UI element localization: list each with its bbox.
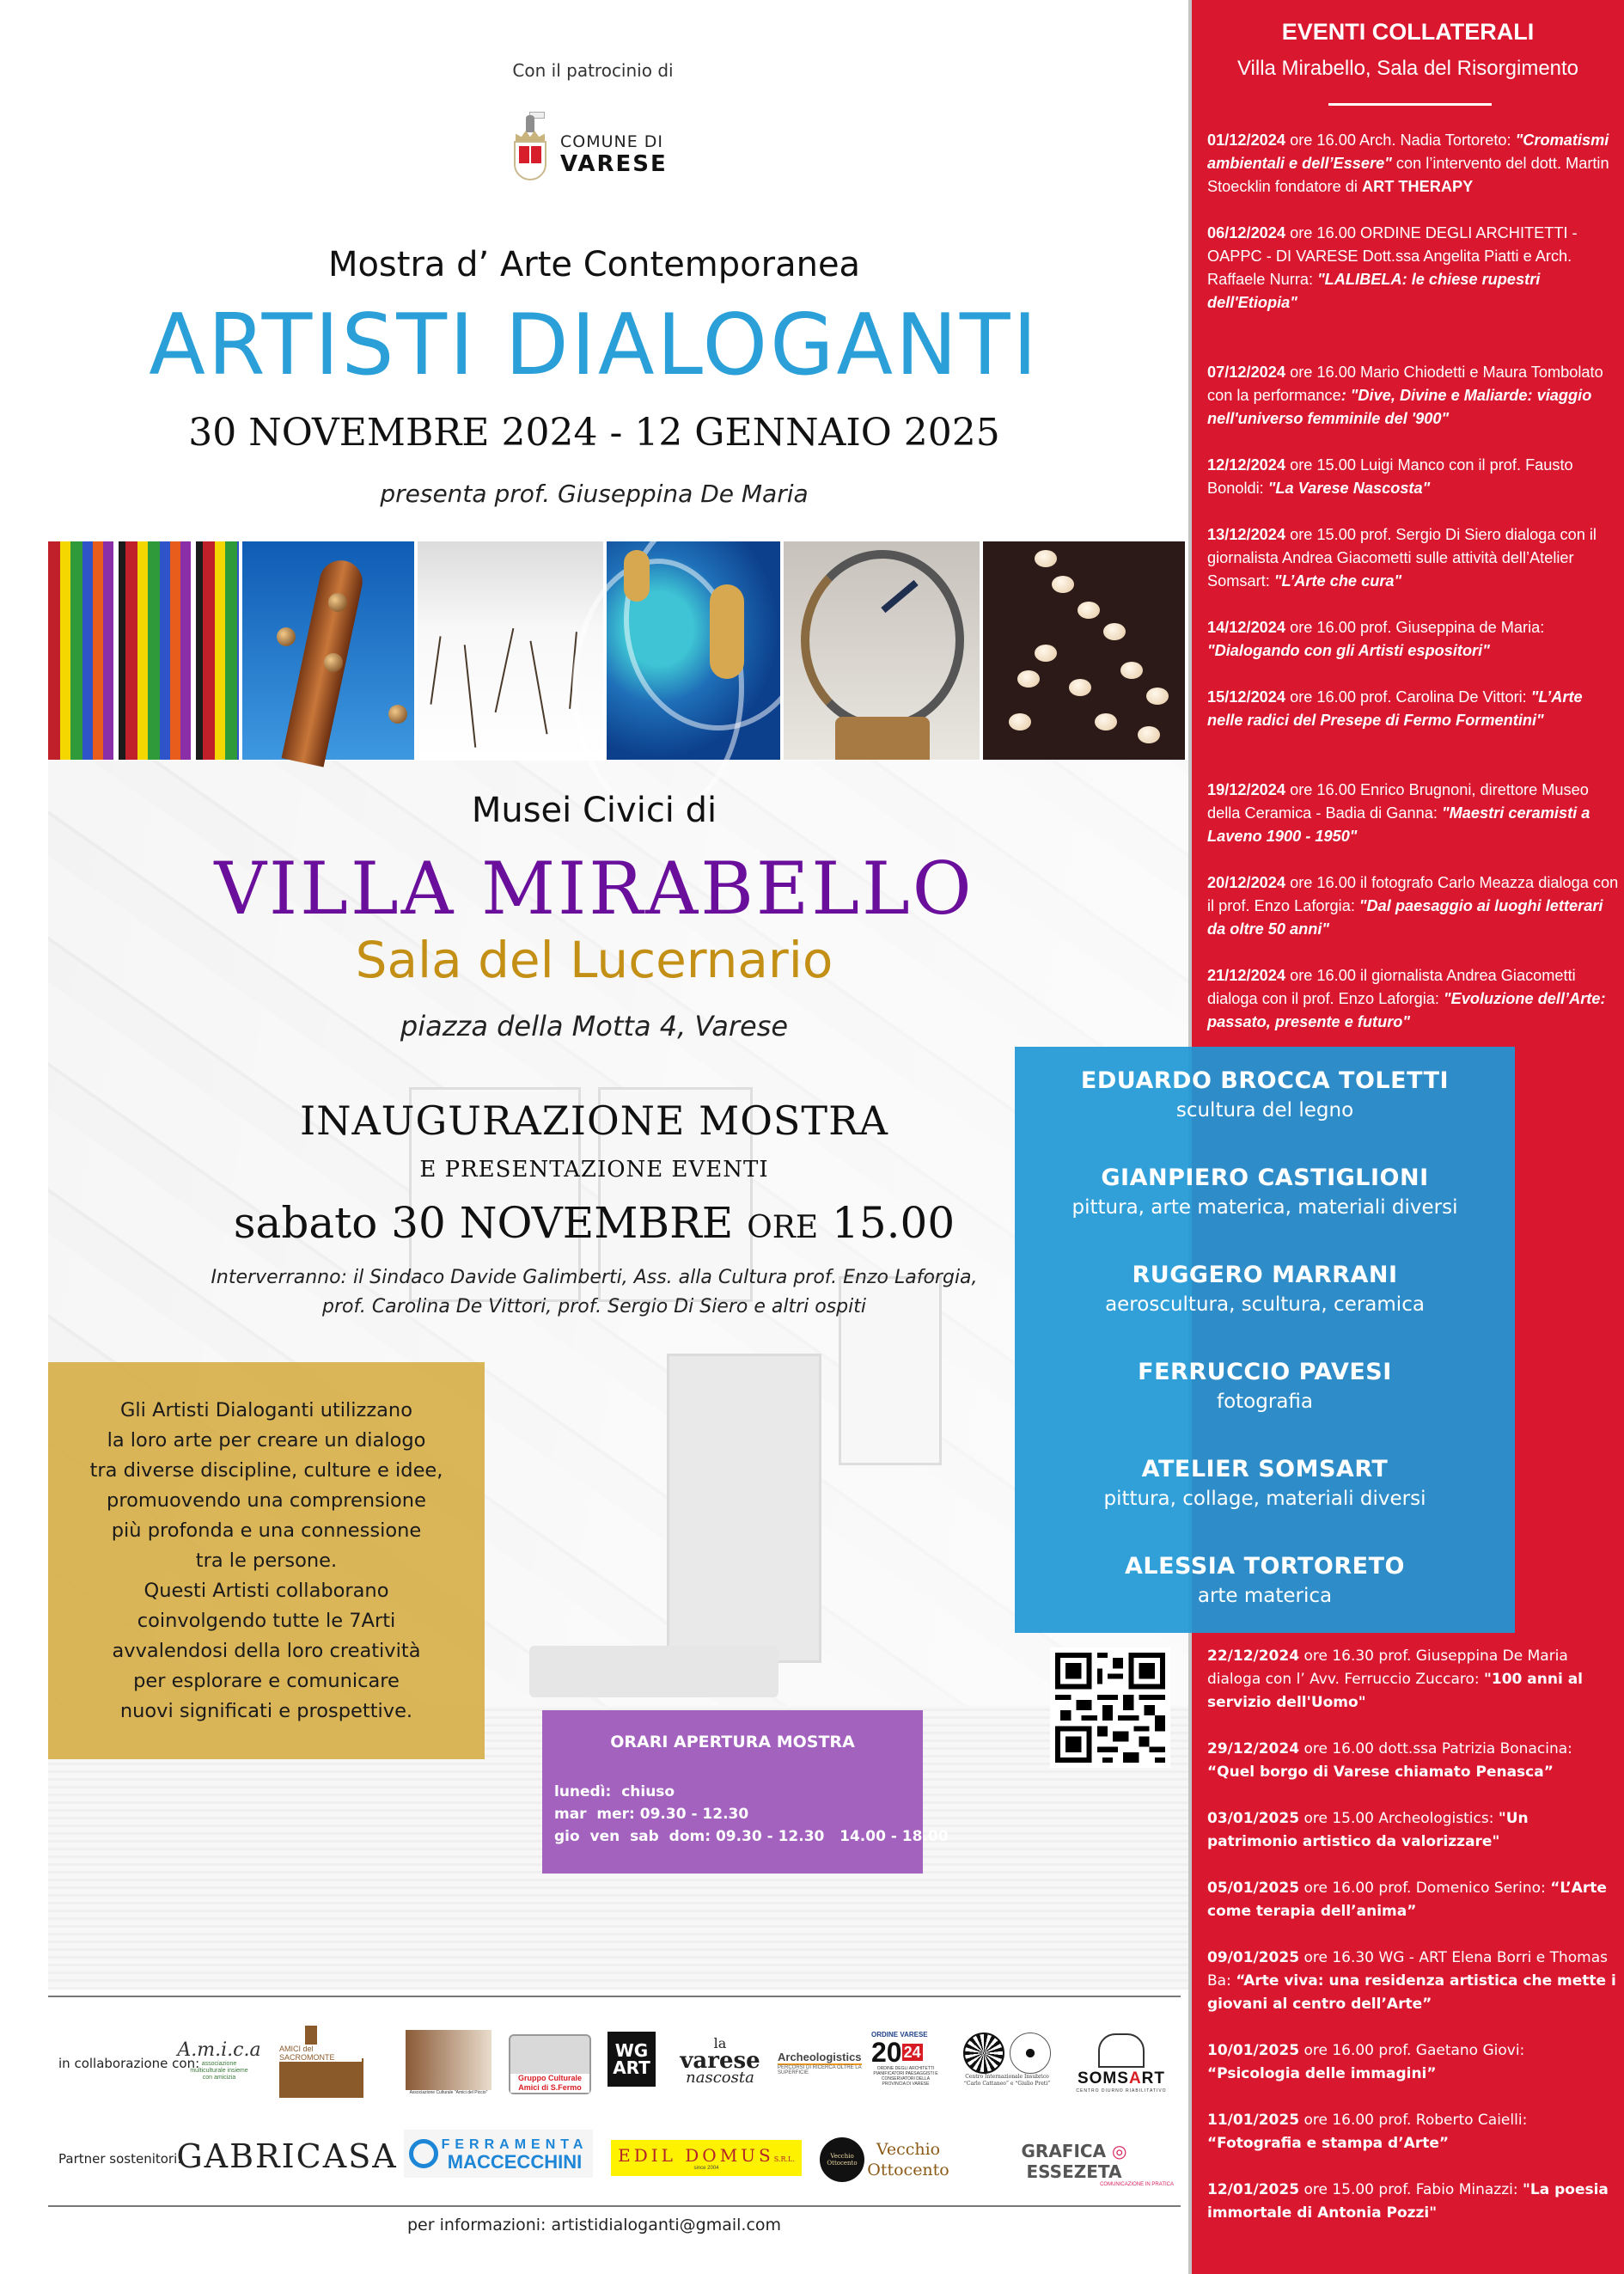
event-date: 19/12/2024 <box>1207 781 1286 798</box>
event-title: “Arte viva: una residenza artistica che mette i giovani al centro dell’Arte” <box>1207 1972 1616 2013</box>
event-date: 14/12/2024 <box>1207 619 1286 636</box>
event-description: ore 16.00 prof. Giuseppina de Maria: <box>1285 619 1545 636</box>
event-description: ore 16.00 prof. Gaetano Giovi: <box>1299 2042 1525 2059</box>
event-item <box>1207 1738 1620 1784</box>
event-date: 29/12/2024 <box>1207 1740 1300 1757</box>
event-date: 03/01/2025 <box>1207 1810 1300 1827</box>
venue-pre: Musei Civici di <box>471 791 717 830</box>
event-item <box>1207 2179 1620 2225</box>
event-title: “Fotografia e stampa d’Arte” <box>1207 2135 1450 2152</box>
event-title: "L’Arte che cura" <box>1273 572 1402 590</box>
event-title: "Maestri ceramisti a Laveno 1900 - 1950" <box>1207 804 1590 845</box>
about-box <box>48 1362 485 1759</box>
amici-di-sfermo-logo: Gruppo Culturale Amici di S.Fermo <box>509 2034 591 2094</box>
inauguration-title: INAUGURAZIONE MOSTRA <box>300 1097 888 1144</box>
event-description: ore 16.00 Enrico Brugnoni, direttore Museo della Ceramica - Badia di Ganna: <box>1207 781 1589 822</box>
ordine-architetti-varese-logo: ORDINE VARESE 20 $^{24}$ ORDINE DEGLI ARCHITETTI PIANIFICATORI PAESAGGISTI E CONSERVATORI DELLA PROVINCIA DI VARESE <box>871 2020 940 2097</box>
comune-logo-line2: VARESE <box>560 151 668 177</box>
artists-box <box>1015 1047 1515 1633</box>
event-date: 11/01/2025 <box>1207 2112 1300 2129</box>
exhibition-subtitle: Mostra d’ Arte Contemporanea <box>327 245 861 284</box>
artwork-gallery <box>48 541 1188 760</box>
artist-discipline: pittura, collage, materiali diversi <box>1103 1488 1426 1510</box>
ordine-sup: 24 <box>903 2043 921 2061</box>
event-date: 20/12/2024 <box>1207 874 1286 891</box>
event-description: ore 16.30 prof. Giuseppina De Maria dialoga con l’ Avv. Ferruccio Zuccaro: <box>1207 1647 1568 1688</box>
event-date: 09/01/2025 <box>1207 1949 1300 1966</box>
vecchio-ottocento-badge: Vecchio Ottocento <box>820 2137 864 2182</box>
la-varese-nascosta-logo: la varese nascosta <box>680 2035 760 2087</box>
artist-item <box>1015 1357 1515 1454</box>
event-title: "Dialogando con gli Artisti espositori" <box>1207 642 1490 659</box>
event-date: 01/12/2024 <box>1207 131 1286 149</box>
event-item <box>1207 616 1620 663</box>
event-item <box>1207 523 1620 593</box>
artist-name: ATELIER SOMSART <box>1141 1456 1389 1482</box>
events-subtitle: Villa Mirabello, Sala del Risorgimento <box>1236 57 1579 80</box>
event-date: 06/12/2024 <box>1207 224 1286 241</box>
artist-item <box>1015 1260 1515 1357</box>
event-description: ore 16.00 prof. Carolina De Vittori: <box>1285 688 1531 706</box>
inauguration-date-main: sabato 30 NOVEMBRE <box>233 1198 734 1248</box>
artist-item <box>1015 1454 1515 1551</box>
inauguration-date-time: 15.00 <box>832 1198 955 1248</box>
opening-hours-line: mar mer: 09.30 - 12.30 <box>554 1806 749 1823</box>
event-title: “Quel borgo di Varese chiamato Penasca” <box>1207 1764 1554 1781</box>
inauguration-speakers <box>0 1263 1188 1322</box>
speakers-line-1: Interverranno: il Sindaco Davide Galimberti, Ass. alla Cultura prof. Enzo Laforgia, <box>211 1267 978 1288</box>
event-description: ore 16.00 Mario Chiodetti e Maura Tombolato con la performance <box>1207 364 1603 404</box>
comune-logo-line1: COMUNE DI <box>560 132 664 151</box>
centro-insubrico-logo: Centro Internazionale Insubrico “Carlo Cattaneo” e “Giulio Preti” <box>955 2024 1059 2096</box>
event-description: ore 16.00 ORDINE DEGLI ARCHITETTI - OAPPC - DI VARESE Dott.ssa Angelita Piatti e Arch. Raffaele Nurra: <box>1207 224 1578 288</box>
event-description: ore 16.00 il giornalista Andrea Giacometti dialoga con il prof. Enzo Laforgia: <box>1207 967 1576 1007</box>
event-item <box>1207 222 1620 315</box>
event-description: ore 15.00 prof. Fabio Minazzi: <box>1299 2181 1523 2198</box>
event-item <box>1207 1947 1620 2016</box>
event-title: "Un patrimonio artistico da valorizzare" <box>1207 1810 1529 1850</box>
event-title: "La poesia immortale di Antonia Pozzi" <box>1207 2181 1609 2222</box>
somsart-logo: SOMSART CENTRO DIURNO RIABILITATIVO <box>1070 2021 1173 2094</box>
event-item <box>1207 454 1620 500</box>
event-description: ore 15.00 prof. Sergio Di Siero dialoga con il giornalista Andrea Giacometti sulle attività dell’Atelier Somsart: <box>1207 526 1597 590</box>
event-description: ore 16.30 WG - ART Elena Borri e Thomas Ba: <box>1207 1949 1608 1990</box>
event-date: 12/01/2025 <box>1207 2181 1300 2198</box>
partners-label: Partner sostenitori: <box>58 2151 182 2167</box>
contact-info[interactable]: per informazioni: artistidialoganti@gmail.com <box>406 2216 782 2234</box>
event-date: 10/01/2025 <box>1207 2042 1300 2059</box>
grafica-essezeta-logo: GRAFICA ◎ ESSEZETA COMUNICAZIONE IN PRATICA <box>1021 2141 1174 2187</box>
vecchio-ottocento-logo: Vecchio Ottocento <box>867 2140 949 2179</box>
event-description: ore 16.00 prof. Domenico Serino: <box>1299 1880 1551 1897</box>
event-title: "L’Arte nelle radici del Presepe di Fermo Formentini" <box>1207 688 1583 729</box>
artist-item <box>1015 1163 1515 1260</box>
artwork-image-5 <box>784 541 980 760</box>
artist-name: FERRUCCIO PAVESI <box>1138 1359 1392 1385</box>
event-item <box>1207 1645 1620 1715</box>
event-item <box>1207 129 1620 199</box>
exhibition-title: ARTISTI DIALOGANTI <box>149 296 1040 394</box>
event-item <box>1207 1807 1620 1854</box>
event-item <box>1207 2109 1620 2155</box>
qr-code-icon[interactable] <box>1050 1647 1170 1768</box>
event-description: ore 16.00 il fotografo Carlo Meazza dialoga con il prof. Enzo Laforgia: <box>1207 874 1619 914</box>
opening-hours-box <box>542 1710 949 1874</box>
artwork-image-6 <box>983 541 1185 760</box>
ferramenta-icon <box>409 2139 438 2168</box>
artist-discipline: scultura del legno <box>1175 1099 1354 1122</box>
footer-divider <box>48 2205 1181 2207</box>
artist-item <box>1015 1066 1515 1163</box>
artist-item <box>1015 1551 1515 1648</box>
amici-del-sacromonte-logo: AMICI del SACROMONTE <box>279 2026 363 2098</box>
artwork-image-4 <box>607 541 780 760</box>
event-item <box>1207 779 1620 848</box>
venue-name: VILLA MIRABELLO <box>214 847 974 931</box>
gabricasa-logo: GABRICASA <box>176 2137 398 2175</box>
edil-domus-logo: EDIL DOMUSS.R.L. since 2004 <box>611 2140 802 2176</box>
event-title: “Psicologia delle immagini” <box>1207 2065 1437 2082</box>
archeologistics-logo: Archeologistics PERCORSI DI RICERCA OLTRE LA SUPERFICIE <box>778 2050 862 2075</box>
event-note: con l’intervento del dott. Martin Stoecklin fondatore di <box>1207 155 1609 195</box>
event-date: 13/12/2024 <box>1207 526 1286 543</box>
artist-name: ALESSIA TORTORETO <box>1125 1553 1405 1580</box>
event-title: : "Dive, Divine e Maliarde: viaggio nell'universo femminile del '900" <box>1207 387 1592 427</box>
artist-discipline: arte materica <box>1197 1585 1333 1607</box>
inauguration-date <box>0 1198 1188 1248</box>
event-item <box>1207 361 1620 431</box>
event-date: 22/12/2024 <box>1207 1647 1300 1665</box>
event-date: 07/12/2024 <box>1207 364 1286 381</box>
inauguration-subtitle: E PRESENTAZIONE EVENTI <box>419 1157 769 1183</box>
event-item <box>1207 964 1620 1034</box>
speakers-line-2: prof. Carolina De Vittori, prof. Sergio Di Siero e altri ospiti <box>322 1296 866 1317</box>
varese-crest-icon <box>509 112 552 184</box>
event-description: ore 16.00 Arch. Nadia Tortoreto: <box>1285 131 1516 149</box>
event-title: "100 anni al servizio dell'Uomo" <box>1207 1671 1584 1711</box>
event-description: ore 15.00 Luigi Manco con il prof. Fausto Bonoldi: <box>1207 456 1573 497</box>
exhibition-presenter: presenta prof. Giuseppina De Maria <box>380 480 809 508</box>
event-item <box>1207 1877 1620 1923</box>
wg-art-logo: WG ART <box>607 2032 656 2087</box>
event-date: 15/12/2024 <box>1207 688 1286 706</box>
opening-hours-title: ORARI APERTURA MOSTRA <box>610 1733 855 1751</box>
event-date: 12/12/2024 <box>1207 456 1286 474</box>
event-title: "Evoluzione dell’Arte: passato, presente e futuro" <box>1207 990 1606 1030</box>
inauguration-date-ore: ORE <box>747 1210 819 1245</box>
collaboration-label: in collaborazione con: <box>58 2056 200 2071</box>
artwork-image-2 <box>242 541 414 760</box>
event-title: "Dal paesaggio ai luoghi letterari da oltre 50 anni" <box>1207 897 1603 938</box>
event-item <box>1207 871 1620 941</box>
ferramenta-maccecchini-logo: FERRAMENTA MACCECCHINI <box>404 2130 593 2178</box>
event-description: ore 15.00 Archeologistics: <box>1299 1810 1499 1827</box>
event-date: 21/12/2024 <box>1207 967 1286 984</box>
event-title: "La Varese Nascosta" <box>1267 480 1431 497</box>
amici-del-piccio-logo: Associazione Culturale "Amici del Piccio" <box>406 2030 491 2095</box>
event-note-bold: ART THERAPY <box>1361 178 1474 195</box>
event-date: 05/01/2025 <box>1207 1880 1300 1897</box>
artist-name: RUGGERO MARRANI <box>1132 1262 1398 1288</box>
footer-divider <box>48 1996 1181 1997</box>
ordine-num: 20 <box>871 2036 902 2068</box>
venue-room: Sala del Lucernario <box>355 931 833 989</box>
amica-logo: A.m.i.c.a associazione multiculturale insieme con amicizia <box>177 2039 261 2081</box>
artist-name: GIANPIERO CASTIGLIONI <box>1101 1165 1429 1191</box>
event-title: "Cromatismi ambientali e dell’Essere" <box>1207 131 1609 172</box>
events-title: EVENTI COLLATERALI <box>1281 19 1535 45</box>
comune-di-varese-logo <box>509 101 681 184</box>
event-description: ore 16.00 dott.ssa Patrizia Bonacina: <box>1299 1740 1572 1757</box>
event-description: ore 16.00 prof. Roberto Caielli: <box>1299 2112 1528 2129</box>
patronage-label: Con il patrocinio di <box>512 60 674 81</box>
venue-address: piazza della Motta 4, Varese <box>400 1010 789 1042</box>
artist-discipline: fotografia <box>1217 1391 1313 1413</box>
artwork-image-1 <box>48 541 239 760</box>
events-divider <box>1328 103 1492 106</box>
opening-hours-line: lunedì: chiuso <box>554 1783 675 1800</box>
artist-discipline: pittura, arte materica, materiali diversi <box>1071 1196 1458 1219</box>
about-text: Gli Artisti Dialoganti utilizzano la loro arte per creare un dialogo tra diverse discipline, culture e idee, promuovendo una comprensione più profonda e una connessione tra le persone. Questi Artisti collaborano coinvolgendo tutte le 7Arti avvalendosi della loro creatività per esplorare e comunicare nuovi significati e prospettive. <box>89 1398 443 1722</box>
event-title: “L’Arte come terapia dell’anima” <box>1207 1880 1607 1920</box>
exhibition-dates: 30 NOVEMBRE 2024 - 12 GENNAIO 2025 <box>188 411 1000 455</box>
opening-hours-line: gio ven sab dom: 09.30 - 12.30 14.00 - 18.00 <box>554 1828 949 1845</box>
artist-discipline: aeroscultura, scultura, ceramica <box>1105 1293 1425 1316</box>
event-item <box>1207 2039 1620 2086</box>
event-title: "LALIBELA: le chiese rupestri dell'Etiopia" <box>1207 271 1541 311</box>
event-item <box>1207 686 1620 732</box>
artist-name: EDUARDO BROCCA TOLETTI <box>1080 1067 1450 1094</box>
